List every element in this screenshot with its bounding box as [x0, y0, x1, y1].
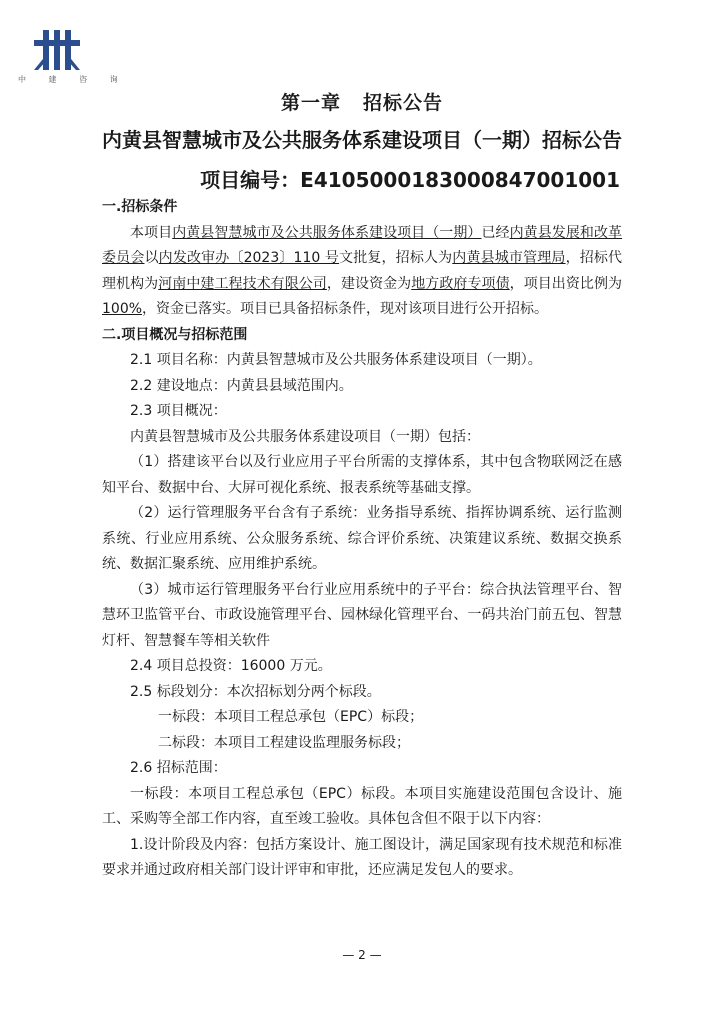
chapter-title [0, 88, 724, 115]
text-fragment: ，资金已落实。项目已具备招标条件，现对该项目进行公开招标。 [142, 301, 549, 317]
text-fragment: ，建设资金为 [326, 275, 412, 292]
text-fragment: 本项目 [130, 224, 173, 241]
tender-conditions-paragraph [102, 221, 622, 323]
item-project-name: 2.1 项目名称：内黄县智慧城市及公共服务体系建设项目（一期）。 [130, 352, 542, 368]
text-fragment: 以 [144, 250, 159, 266]
document-title: 内黄县智慧城市及公共服务体系建设项目（一期）招标公告 [102, 128, 622, 152]
company-logo-text: 中 建 咨 询 [18, 75, 128, 84]
document-body [102, 195, 622, 884]
overview-intro: 内黄县智慧城市及公共服务体系建设项目（一期）包括： [130, 428, 480, 445]
item-scope: 2.6 招标范围： [130, 760, 227, 776]
project-name: 内黄县智慧城市及公共服务体系建设项目（一期） [172, 224, 482, 241]
item-lot-division: 2.5 标段划分：本次招标划分两个标段。 [130, 683, 381, 700]
overview-point-3: （3）城市运行管理服务平台行业应用系统中的子平台：综合执法管理平台、智慧环卫监管平台、市政设施管理平台、园林绿化管理平台、一码共治门前五包、智慧灯杆、智慧餐车等相关软件 [102, 581, 622, 649]
section-heading-project-overview: 二.项目概况与招标范围 [102, 326, 248, 343]
lot-2: 二标段：本项目工程建设监理服务标段； [158, 734, 410, 751]
tenderer: 内黄县城市管理局 [452, 250, 566, 266]
item-overview: 2.3 项目概况： [130, 403, 227, 419]
item-investment: 2.4 项目总投资：16000 万元。 [130, 658, 332, 674]
funding-ratio: 100% [102, 301, 143, 317]
text-fragment: ，项目出资比例为 [509, 275, 623, 292]
project-code-value: E4105000183000847001001 [300, 168, 620, 192]
project-code-label: 项目编号： [200, 168, 301, 192]
chapter-number: 第一章 [280, 92, 341, 114]
overview-point-2: （2）运行管理服务平台含有子系统：业务指导系统、指挥协调系统、运行监测系统、行业应用系统、公众服务系统、综合评价系统、决策建议系统、数据交换系统、数据汇聚系统、应用维护系统。 [102, 505, 622, 572]
section-heading-tender-conditions: 一.招标条件 [102, 199, 178, 215]
scope-design: 1.设计阶段及内容：包括方案设计、施工图设计，满足国家现有技术规范和标准要求并通过政府相关部门设计评审和审批，还应满足发包人的要求。 [102, 836, 622, 878]
text-fragment: 文批复，招标人为 [339, 250, 453, 266]
item-location: 2.2 建设地点：内黄县县域范围内。 [130, 377, 353, 394]
company-logo-icon [34, 30, 80, 70]
lot-1: 一标段：本项目工程总承包（EPC）标段； [158, 709, 424, 725]
tender-agency: 河南中建工程技术有限公司 [158, 275, 327, 292]
text-fragment: ，招标代理机构为 [102, 250, 623, 292]
approval-number: 内发改审办〔2023〕110 号 [158, 250, 340, 266]
project-code [200, 164, 620, 193]
page-number: — 2 — [342, 948, 382, 962]
chapter-name: 招标公告 [363, 92, 444, 114]
approver: 内黄县发展和改革委员会 [102, 224, 623, 266]
fund-source: 地方政府专项债 [411, 275, 510, 292]
company-logo [18, 30, 128, 85]
overview-point-1: （1）搭建该平台以及行业应用子平台所需的支撑体系，其中包含物联网泛在感知平台、数据中台、大屏可视化系统、报表系统等基础支撑。 [102, 454, 622, 496]
scope-lot-1: 一标段：本项目工程总承包（EPC）标段。本项目实施建设范围包含设计、施工、采购等全部工作内容，直至竣工验收。具体包含但不限于以下内容： [102, 785, 622, 827]
text-fragment: 已经 [481, 224, 510, 241]
